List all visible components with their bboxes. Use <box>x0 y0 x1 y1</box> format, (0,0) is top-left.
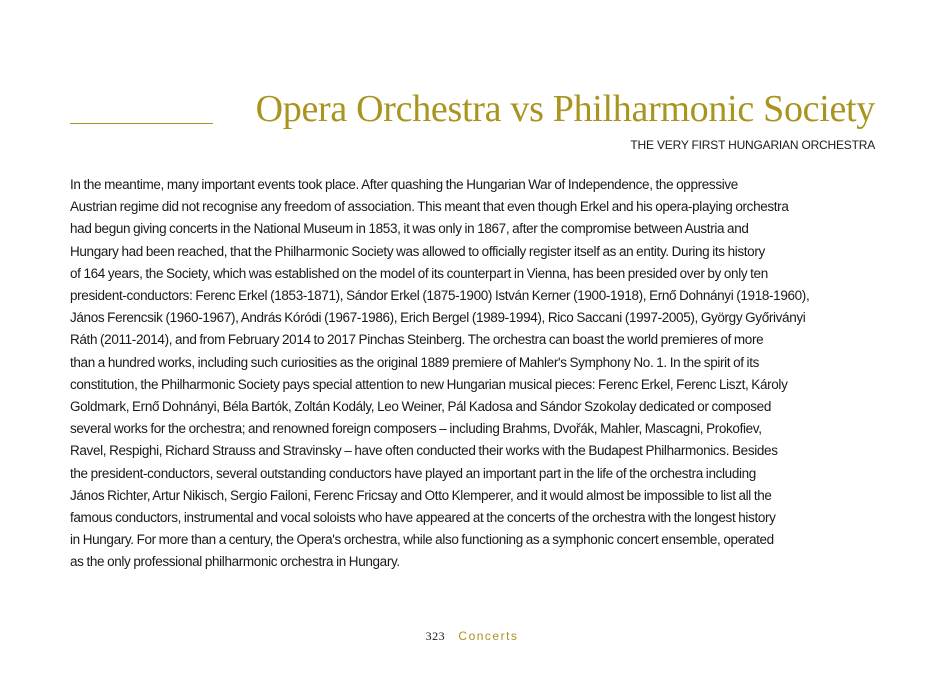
body-line: had begun giving concerts in the National Museum in 1853, it was only in 1867, after the compromise between Austria and <box>70 221 749 237</box>
body-line: as the only professional philharmonic orchestra in Hungary. <box>70 554 400 570</box>
body-line: in Hungary. For more than a century, the Opera's orchestra, while also functioning as a symphonic concert ensemble, operated <box>70 532 774 548</box>
page-subtitle: THE VERY FIRST HUNGARIAN ORCHESTRA <box>630 138 875 152</box>
body-line: János Ferencsik (1960-1967), András Kóródi (1967-1986), Erich Bergel (1989-1994), Rico Saccani (1997-2005), György Győriványi <box>70 310 806 326</box>
body-line: famous conductors, instrumental and vocal soloists who have appeared at the concerts of the orchestra with the longest history <box>70 510 776 526</box>
body-line: several works for the orchestra; and renowned foreign composers – including Brahms, Dvořák, Mahler, Mascagni, Prokofiev, <box>70 421 762 437</box>
body-paragraph <box>70 174 876 574</box>
body-line: the president-conductors, several outstanding conductors have played an important part in the life of the orchestra including <box>70 465 756 481</box>
page-footer <box>0 628 944 644</box>
body-line: In the meantime, many important events took place. After quashing the Hungarian War of Independence, the oppressive <box>70 177 738 192</box>
body-line: president-conductors: Ferenc Erkel (1853-1871), Sándor Erkel (1875-1900) István Kerner (1900-1918), Ernő Dohnányi (1918-1960), <box>70 288 810 304</box>
section-name: Concerts <box>458 629 519 643</box>
page-number: 323 <box>425 629 446 643</box>
body-line: Ráth (2011-2014), and from February 2014 to 2017 Pinchas Steinberg. The orchestra can boast the world premieres of more <box>70 332 764 348</box>
body-line: János Richter, Artur Nikisch, Sergio Failoni, Ferenc Fricsay and Otto Klemperer, and it would almost be impossible to list all the <box>70 487 772 503</box>
body-line: Goldmark, Ernő Dohnányi, Béla Bartók, Zoltán Kodály, Leo Weiner, Pál Kadosa and Sándor Szokolay dedicated or composed <box>70 399 771 415</box>
body-line: than a hundred works, including such curiosities as the original 1889 premiere of Mahler's Symphony No. 1. In the spirit of its <box>70 354 760 370</box>
body-line: Austrian regime did not recognise any freedom of association. This meant that even though Erkel and his opera-playing orchestra <box>70 199 789 215</box>
body-line: Ravel, Respighi, Richard Strauss and Stravinsky – have often conducted their works with the Budapest Philharmonics. Besides <box>70 443 778 459</box>
body-line: constitution, the Philharmonic Society pays special attention to new Hungarian musical pieces: Ferenc Erkel, Ferenc Liszt, Károly <box>70 376 788 392</box>
body-line: of 164 years, the Society, which was established on the model of its counterpart in Vienna, has been presided over by only ten <box>70 265 768 281</box>
body-line: Hungary had been reached, that the Philharmonic Society was allowed to officially register itself as an entity. During its history <box>70 243 765 259</box>
title-rule <box>70 123 213 124</box>
page-title: Opera Orchestra vs Philharmonic Society <box>255 88 875 130</box>
